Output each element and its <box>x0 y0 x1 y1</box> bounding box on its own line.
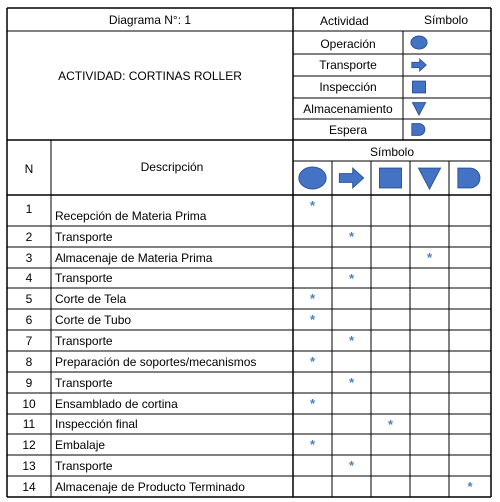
row-description: Preparación de soportes/mecanismos <box>55 354 257 369</box>
row-description: Transporte <box>55 229 113 244</box>
row-description: Ensamblado de cortina <box>55 396 178 411</box>
symbol-mark: * <box>348 271 355 286</box>
activity-title: ACTIVIDAD: CORTINAS ROLLER <box>58 69 242 83</box>
column-header-n: N <box>24 162 34 176</box>
legend-square-icon <box>413 81 426 93</box>
symbol-mark: * <box>309 396 316 411</box>
symbol-mark: * <box>309 354 316 369</box>
legend-arrow-right-icon <box>412 59 426 71</box>
legend-activity-header: Actividad <box>320 14 369 28</box>
row-number: 1 <box>25 202 33 216</box>
legend-label-espera: Espera <box>328 123 368 137</box>
header-arrow-right-icon <box>339 168 363 188</box>
legend-circle-icon <box>411 36 427 49</box>
column-header-descripcion: Descripción <box>140 160 204 174</box>
row-number: 4 <box>25 271 33 285</box>
row-number: 3 <box>25 250 33 265</box>
row-description: Corte de Tela <box>55 291 127 306</box>
row-description: Corte de Tubo <box>55 312 132 327</box>
symbol-mark: * <box>348 229 355 244</box>
header-circle-icon <box>299 167 326 189</box>
row-description: Almacenaje de Materia Prima <box>55 250 213 265</box>
symbol-mark: * <box>426 250 433 265</box>
row-number: 9 <box>25 375 33 390</box>
column-header-simbolo: Símbolo <box>369 145 415 159</box>
row-description: Recepción de Materia Prima <box>55 209 207 223</box>
row-number: 13 <box>22 458 36 473</box>
header-triangle-down-icon <box>419 168 441 189</box>
legend-d-shape-icon <box>412 124 425 136</box>
symbol-mark: * <box>348 458 355 473</box>
row-description: Almacenaje de Producto Terminado <box>55 479 245 494</box>
diagram-number-label: Diagrama N°: 1 <box>108 13 192 27</box>
row-number: 6 <box>25 312 33 327</box>
row-description: Transporte <box>55 458 113 473</box>
symbol-mark: * <box>309 198 316 213</box>
symbol-mark: * <box>309 437 316 452</box>
row-description: Transporte <box>55 375 113 390</box>
symbol-mark: * <box>348 375 355 390</box>
legend-label-operacion: Operación <box>320 37 376 51</box>
symbol-mark: * <box>309 312 316 327</box>
row-number: 12 <box>22 437 36 452</box>
header-d-shape-icon <box>458 168 480 188</box>
row-number: 8 <box>25 354 33 369</box>
row-description: Transporte <box>55 333 113 348</box>
symbol-mark: * <box>467 479 473 494</box>
row-number: 7 <box>25 333 33 348</box>
row-description: Inspección final <box>55 417 138 431</box>
symbol-mark: * <box>309 291 316 306</box>
row-number: 10 <box>22 396 36 411</box>
symbol-mark: * <box>348 333 355 348</box>
row-number: 2 <box>25 229 33 244</box>
legend-symbol-header: Símbolo <box>424 13 469 27</box>
row-number: 5 <box>25 291 33 306</box>
row-description: Transporte <box>55 271 113 285</box>
row-number: 11 <box>22 417 36 431</box>
row-description: Embalaje <box>55 437 106 452</box>
header-square-icon <box>380 168 402 188</box>
symbol-mark: * <box>387 417 394 432</box>
legend-label-almacenamiento: Almacenamiento <box>303 102 393 116</box>
legend-label-inspeccion: Inspección <box>319 80 377 94</box>
legend-label-transporte: Transporte <box>319 58 377 72</box>
legend-triangle-down-icon <box>413 103 426 115</box>
row-number: 14 <box>22 479 36 494</box>
